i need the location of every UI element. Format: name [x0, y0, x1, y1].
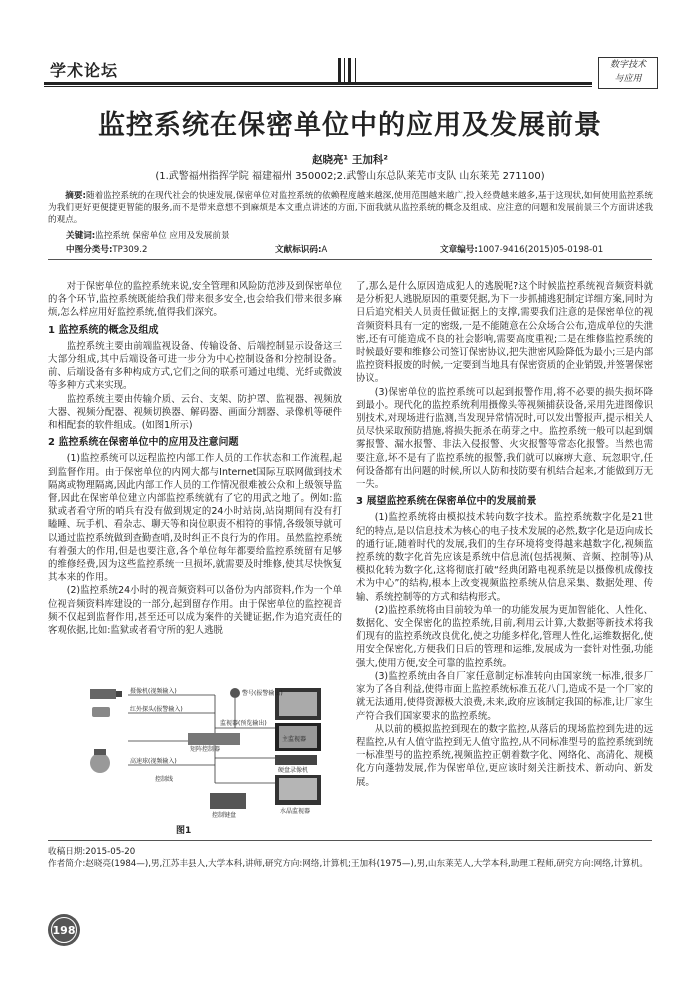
abstract	[48, 190, 653, 226]
paper-affiliation: (1.武警福州指挥学院 福建福州 350002;2.武警山东总队莱芜市支队 山东莱芜 271100)	[155, 171, 545, 182]
figure-label-alarm: 警号(报警输出)	[242, 690, 283, 697]
document-code	[275, 243, 327, 255]
abstract-text: 随着监控系统的在现代社会的快速发展,保密单位对监控系统的依赖程度越来越深,使用范围越来越广,投入经费越来越多,基于这现状,如何使用监控系统为我们更好更便捷更智能的服务,而不是带来意想不到麻烦是本文重点讲述的方面,下面我就从监控系统的概念及组成、应注意的问题和发展前景三个方面讲述我的观点。	[48, 191, 653, 225]
figure-1-diagram	[70, 683, 330, 820]
received-date: 收稿日期:2015-05-20	[48, 847, 136, 857]
doc-value: A	[321, 245, 328, 255]
section-1-heading: 1 监控系统的概念及组成	[48, 324, 159, 336]
paper-authors: 赵晓亮¹ 王加科²	[312, 154, 388, 166]
dvr-icon	[275, 755, 317, 765]
abstract-label: 摘要:	[65, 191, 86, 201]
clc-label: 中图分类号:	[66, 245, 113, 255]
section-2-paragraph-2-cont: 了,那么是什么原因造成犯人的逃脱呢?这个时候监控系统视音频资料就是分析犯人逃脱原因的重要凭据,为下一步抓捕逃犯制定详细方案,同时为日后追究相关人员责任做证据上的支撑,需要我们注意的是保密单位的视音频资料具有一定的密级,一是不能随意在公众场合公布,造成单位的失泄密,还有可能造成不良的社会影响,需要高度重视;二是在维修监控系统的时候最好要和维修公司签订保密协议,把失泄密风险降低为最小;三是内部监控资料报废的时候,一定要到当地具有保密资质的企业销毁,并签署保密协议。	[356, 281, 653, 385]
keywords	[66, 229, 230, 241]
section-2-paragraph-3: (3)保密单位的监控系统可以起到报警作用,将不必要的损失损坏降到最小。现代化的监控系统利用摄像头等视频捕获设备,采用先进图像识别技术,对现场进行监测,当发现异常情况时,可以发出警报声,提示相关人员尽快采取预防措施,将损失扼杀在萌芽之中。监控系统一般可以起到烟雾报警、漏水报警、非法入侵报警、火灾报警等常态化报警。当然也需要注意,坏不是有了监控系统的报警,我们就可以麻痹大意、玩忽职守,任何设备都有出问题的时候,所以人防和技防要有机结合起来,才能做到万无一失。	[356, 386, 653, 491]
section-1-paragraph-2: 监控系统主要由传输介质、云台、支架、防护罩、监视器、视频放大器、视频分配器、视频切换器、解码器、画面分割器、录像机等硬件和相配套的软件组成。(如图1所示)	[48, 393, 342, 432]
keywords-label: 关键词:	[66, 231, 96, 241]
figure-label-hdd: 水晶监视器	[280, 808, 311, 815]
paper-title: 监控系统在保密单位中的应用及发展前景	[98, 110, 602, 141]
doc-label: 文献标识码:	[275, 245, 322, 255]
section-3-paragraph-2: (2)监控系统将由目前较为单一的功能发展为更加智能化、人性化、数据化、安全保密化的监控系统,目前,利用云计算,大数据等新技术将我们现有的监控系统改良优化,使之功能多样化,管理人性化,运维数据化,使用安全保密化,方便我们日后的管理和运维,发展成为一套针对性强,功能强大,使用方便,安全可靠的监控系统。	[356, 604, 653, 669]
figure-label-ir: 红外探头(报警输入)	[130, 706, 183, 713]
footnote-separator	[48, 840, 652, 841]
figure-label-main-monitor: 主监视器	[282, 736, 307, 743]
alarm-siren-icon	[230, 688, 240, 698]
figure-caption: 图1	[176, 826, 192, 836]
clc-value: TP309.2	[112, 245, 148, 255]
author-bio: 作者简介:赵晓亮(1984—),男,江苏丰县人,大学本科,讲师,研究方向:网络,计算机;王加科(1975—),男,山东莱芜人,大学本科,助理工程师,研究方向:网络,计算机。	[48, 859, 648, 869]
clc-number	[66, 243, 147, 255]
section-3-paragraph-1: (1)监控系统将由模拟技术转向数字技术。监控系统数字化是21世纪的特点,是以信息技术为核心的电子技术发展的必然,数字化是迈向成长的通行证,随着时代的发展,我们的生存环境将变得越来越数字化,视频监控系统的数字化首先应该是系统中信息流(包括视频、音频、控制等)从模拟化转为数字化,这将彻底打破“经典闭路电视系统是以摄像机成像技术为中心”的结构,根本上改变视频监控系统从信息采集、数据处理、传输、系统控制等的方式和结构形式。	[356, 512, 653, 603]
camera-icon	[90, 689, 122, 699]
figure-label-ptz: 高速球(视频输入)	[130, 758, 177, 765]
header-rule-thin	[44, 86, 592, 87]
section-2-paragraph-2: (2)监控系统24小时的视音频资料可以备份为内部资料,作为一个单位视音频资料库建设的一部分,起到留存作用。由于保密单位的监控视音频不仅起到监督作用,甚至还可以成为案件的关键证据,作为追究责任的客观依据,比如:监狱或者看守所的犯人逃脱	[48, 585, 342, 637]
section-2-heading: 2 监控系统在保密单位中的应用及注意问题	[48, 437, 239, 449]
figure-label-keyboard: 控制键盘	[212, 812, 237, 819]
article-number	[440, 243, 603, 255]
figure-label-control: 控制线	[155, 776, 174, 783]
section-1-paragraph-1: 监控系统主要由前端监视设备、传输设备、后端控制显示设备这三大部分组成,其中后端设备可进一步分为中心控制设备和分控制设备。前、后端设备有多种构成方式,它们之间的联系可通过电缆、光纤或微波等多种方式来实现。	[48, 340, 342, 392]
right-column	[356, 280, 653, 789]
ptz-dome-icon	[90, 749, 110, 773]
matrix-controller-icon	[188, 733, 240, 745]
figure-label-matrix: 矩阵控制器	[190, 746, 221, 753]
abstract-separator	[48, 259, 652, 260]
art-value: 1007-9416(2015)05-0198-01	[477, 245, 604, 255]
section-2-paragraph-1: (1)监控系统可以远程监控内部工作人员的工作状态和工作流程,起到监督作用。由于保密单位的内网大都与Internet国际互联网做到技术隔离或物理隔离,因此内部工作人员的工作情况很难被公众和上级领导监督,因此在保密单位建立内部监控系统就有了它的用武之地了。例如:监狱或者看守所的哨兵有没有做到规定的24小时站岗,站岗期间有没有打瞌睡、玩手机、看杂志、聊天等和岗位职责不相符的事情,各级领导就可以通过监控系统做到查勤查哨,及时纠正不良行为的作用。虽然监控系统有着强大的作用,但是也要注意,各个单位每年都要给监控系统留有足够的维修经费,因为这些监控系统一旦损坏,就需要及时维修,使其尽快恢复其本来的作用。	[48, 453, 342, 584]
page-number-badge	[48, 914, 80, 946]
section-3-heading: 3 展望监控系统在保密单位中的发展前景	[356, 496, 537, 508]
ir-probe-icon	[92, 707, 110, 717]
section-3-paragraph-3: (3)监控系统由各自厂家任意制定标准转向由国家统一标准,很多厂家为了各自利益,使得市面上监控系统标准五花八门,造成不是一个厂家的就无法通用,使得资源极大浪费,未来,政府应该制定我国的标准,让厂家生产符合我们国家要求的监控系统。	[356, 670, 653, 722]
journal-logo-line2: 与应用	[614, 74, 642, 84]
art-label: 文章编号:	[440, 245, 478, 255]
figure-label-monitor-out: 监视器(预览输出)	[220, 720, 267, 727]
intro-paragraph: 对于保密单位的监控系统来说,安全管理和风险防范涉及到保密单位的各个环节,监控系统既能给我们带来很多安全,也会给我们带来很多麻烦,怎么样应用好监控系统,值得我们深究。	[48, 281, 342, 319]
page-number: 198	[52, 924, 76, 937]
header-rule	[44, 82, 592, 85]
figure-label-camera: 摄像机(视频输入)	[130, 688, 177, 695]
section-label: 学术论坛	[50, 61, 119, 80]
left-column	[48, 280, 342, 637]
journal-logo-line1: 数字技术	[609, 60, 646, 70]
header-bars-decoration	[338, 58, 360, 84]
control-keyboard-icon	[210, 793, 246, 809]
journal-logo	[598, 57, 658, 89]
keywords-text: 监控系统 保密单位 应用及发展前景	[95, 231, 230, 241]
figure-label-dvr: 硬盘录像机	[278, 767, 309, 774]
conclusion-paragraph: 从以前的模拟监控到现在的数字监控,从落后的现场监控到先进的远程监控,从有人值守监控到无人值守监控,从不同标准型号的监控系统到统一标准型号的监控系统,视频监控正朝着数字化、网络化、高清化、规模化方向蓬勃发展,作为保密单位,更应该时刻关注新技术、新动向、新发展。	[356, 723, 653, 788]
